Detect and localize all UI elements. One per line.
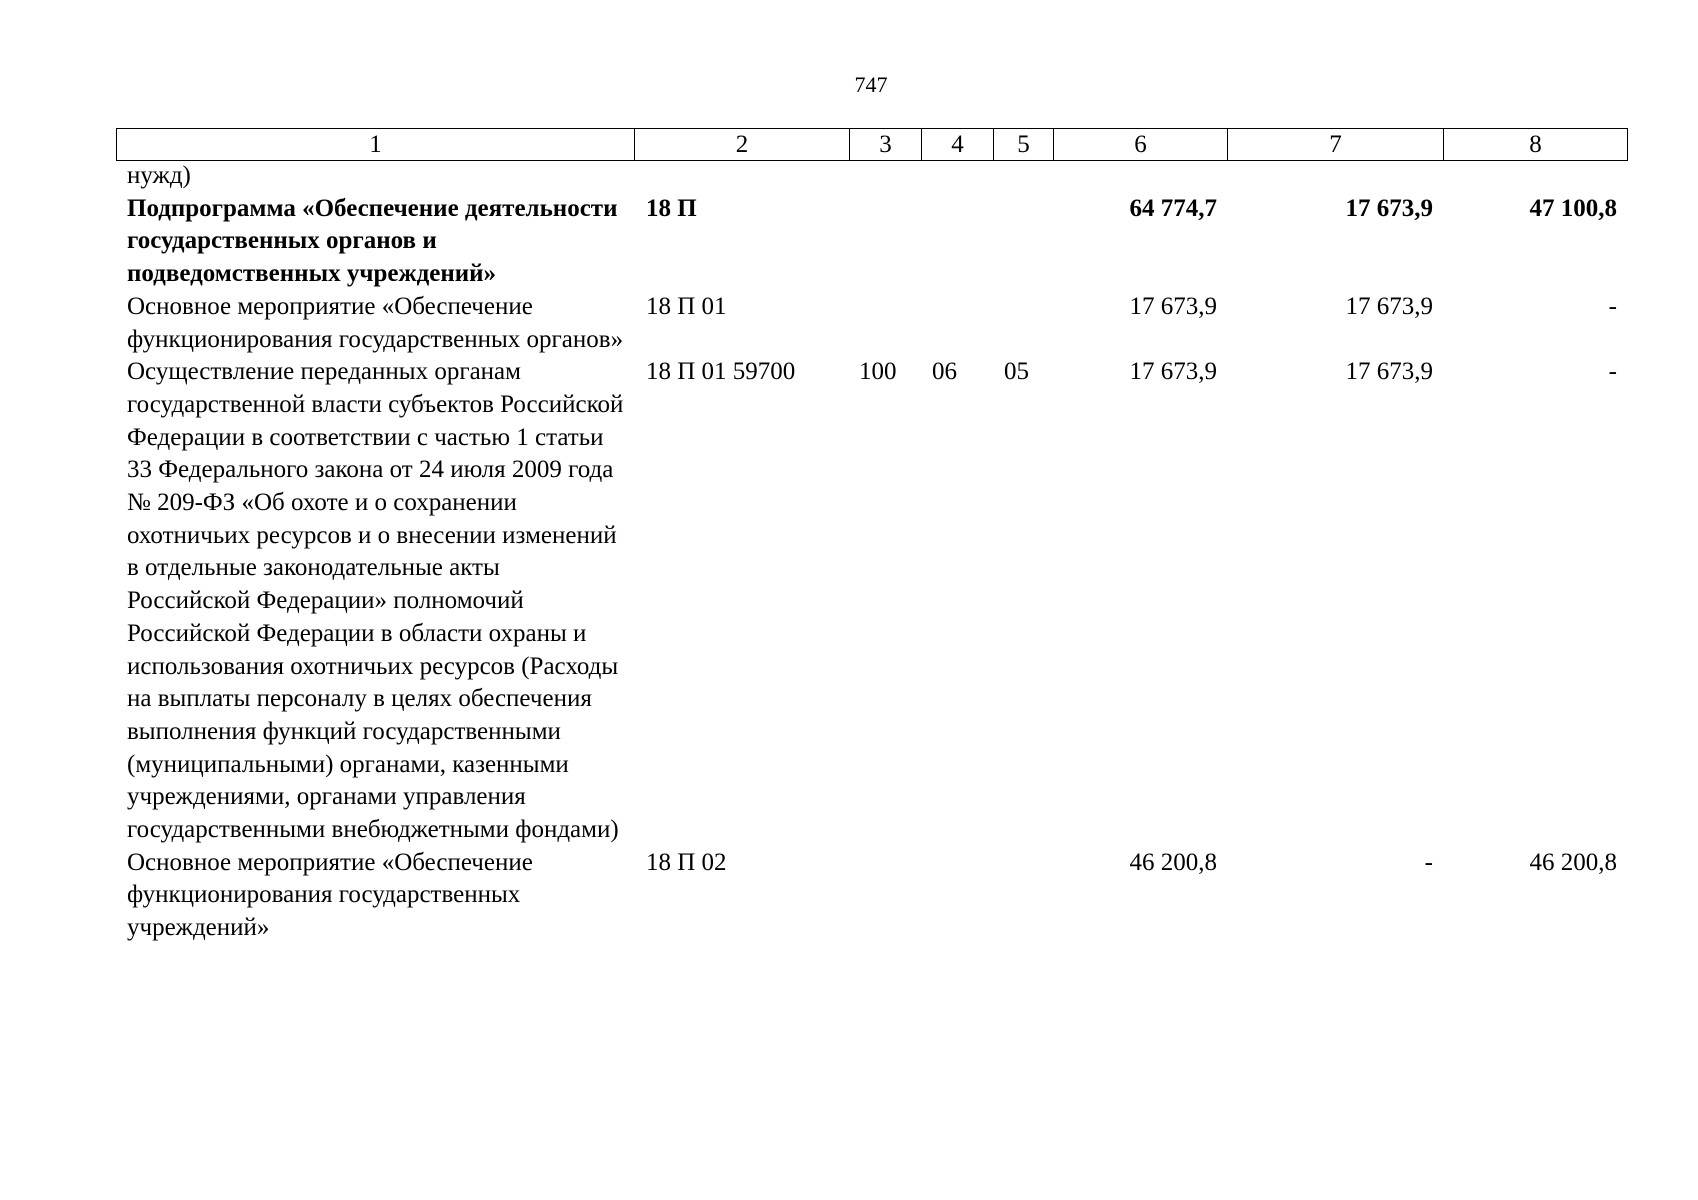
row-col5 [993,160,1053,193]
row-total: 64 774,7 [1129,194,1217,222]
budget-table-body [116,160,1627,945]
table-row [116,193,1627,291]
row-col4: 06 [932,358,957,386]
column-number-1: 1 [117,129,635,161]
row-col4 [921,291,993,356]
row-col3 [849,847,921,945]
row-col4 [921,847,993,945]
row-col4 [921,193,993,291]
row-col5 [993,291,1053,356]
row-name: Подпрограмма «Обеспечение деятельности государственных органов и подведомственных учреждений» [127,194,618,288]
row-value-7: 17 673,9 [1345,358,1433,386]
column-number-4: 4 [922,129,994,161]
table-row [116,847,1627,945]
column-number-8: 8 [1444,129,1628,161]
row-value-7: 17 673,9 [1345,194,1433,222]
column-header-table [116,128,1628,161]
row-total [1053,160,1227,193]
row-code: 18 П [646,194,697,222]
row-name: Основное мероприятие «Обеспечение функционирования государственных учреждений» [127,848,533,942]
row-name: нужд) [127,162,191,189]
table-row [116,356,1627,847]
row-code: 18 П 02 [646,848,727,876]
column-number-7: 7 [1228,129,1444,161]
column-number-2: 2 [635,129,850,161]
table-row [116,291,1627,356]
row-code [634,160,849,193]
row-value-7: - [1424,848,1433,876]
row-col3: 100 [859,358,897,386]
row-value-8 [1443,160,1627,193]
row-value-8: 46 200,8 [1529,848,1617,876]
row-col3 [849,160,921,193]
row-col3 [849,291,921,356]
page-number: 747 [854,72,888,97]
row-value-8: - [1608,292,1617,320]
table-row [116,160,1627,193]
column-number-6: 6 [1054,129,1228,161]
column-number-row [117,129,1628,161]
row-value-7: 17 673,9 [1345,292,1433,320]
row-col4 [921,160,993,193]
row-name: Осуществление переданных органам государственной власти субъектов Российской Федерации в соответствии с частью 1 статьи 33 Федерального закона от 24 июля 2009 года № 209-ФЗ «Об охоте и о сохранении охотничьих ресурсов и о внесении изменений в отдельные законодательные акты Российской Федерации» полномочий Российской Федерации в области охраны и использования охотничьих ресурсов (Расходы на выплаты персоналу в целях обеспечения выполнения функций государственными (муниципальными) органами, казенными учреждениями, органами управления государственными внебюджетными фондами) [127,358,624,844]
row-code: 18 П 01 [646,292,727,320]
row-col5: 05 [1004,358,1029,386]
row-value-8: 47 100,8 [1529,194,1617,222]
row-code: 18 П 01 59700 [646,358,796,386]
row-col3 [849,193,921,291]
row-value-7 [1227,160,1443,193]
row-name: Основное мероприятие «Обеспечение функционирования государственных органов» [127,292,624,353]
column-number-5: 5 [994,129,1054,161]
row-value-8: - [1608,358,1617,386]
row-total: 17 673,9 [1129,358,1217,386]
row-col5 [993,847,1053,945]
column-number-3: 3 [850,129,922,161]
row-total: 17 673,9 [1129,292,1217,320]
row-col5 [993,193,1053,291]
row-total: 46 200,8 [1129,848,1217,876]
